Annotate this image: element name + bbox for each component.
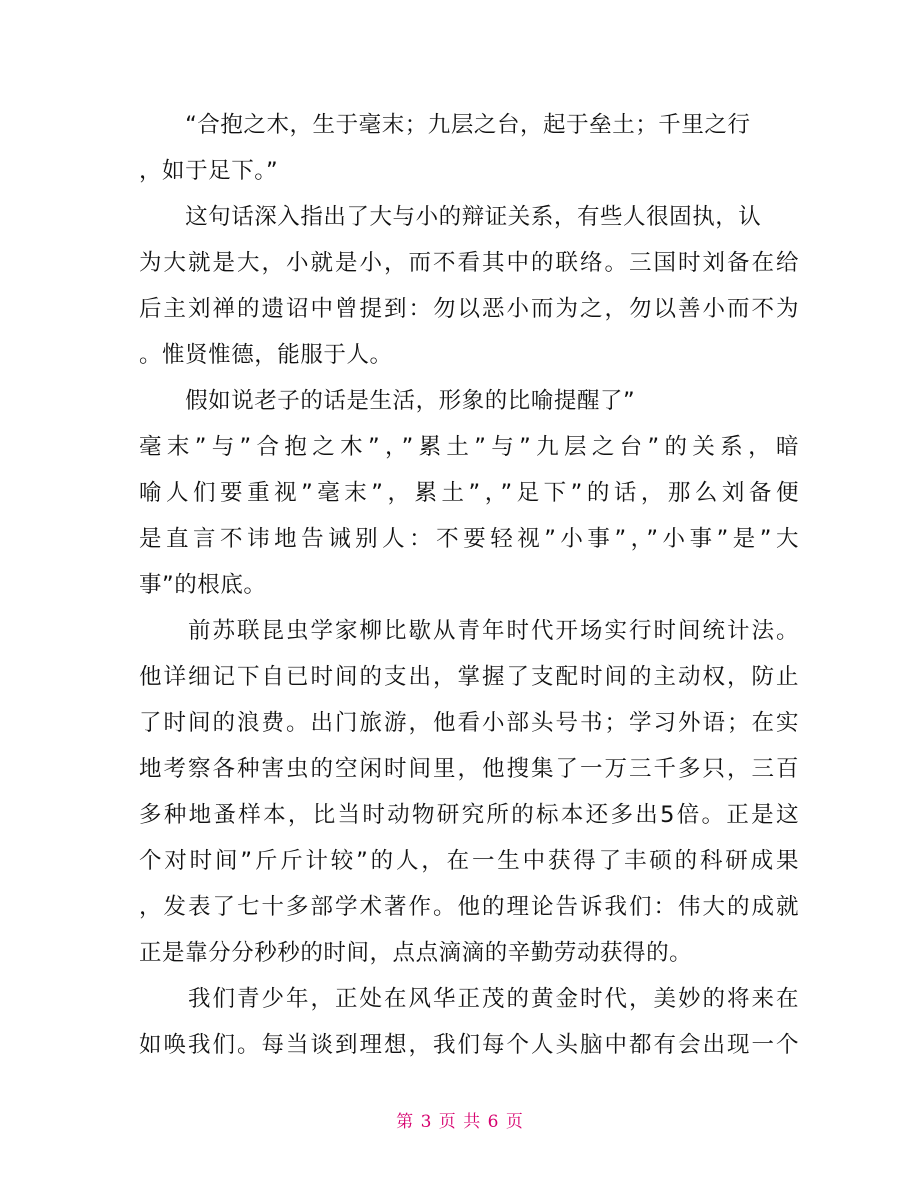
text-line: 了时间的浪费。出门旅游，他看小部头号书；学习外语；在实 <box>139 710 799 736</box>
text-line: 他详细记下自已时间的支出，掌握了支配时间的主动权，防止 <box>139 664 799 690</box>
text-line: ，发表了七十多部学术著作。他的理论告诉我们：伟大的成就 <box>139 894 799 920</box>
text-line: 如唤我们。每当谈到理想，我们每个人头脑中都有会出现一个 <box>139 1032 799 1058</box>
text-line: 是直言不讳地告诫别人：不要轻视”小事”，”小事”是”大 <box>139 526 799 552</box>
text-line: 喻人们要重视”毫末”，累土”，”足下”的话，那么刘备便 <box>139 480 799 506</box>
text-line: 正是靠分分秒秒的时间，点点滴滴的辛勤劳动获得的。 <box>139 940 693 966</box>
text-line: 为大就是大，小就是小，而不看其中的联络。三国时刘备在给 <box>139 250 799 276</box>
page-number-footer: 第 3 页 共 6 页 <box>396 1112 524 1132</box>
text-line: 多种地蚤样本，比当时动物研究所的标本还多出5倍。正是这 <box>139 802 799 828</box>
text-line: 这句话深入指出了大与小的辩证关系，有些人很固执，认 <box>139 204 762 230</box>
text-line: 我们青少年，正处在风华正茂的黄金时代，美妙的将来在 <box>139 986 799 1012</box>
text-line: 毫末”与”合抱之木”，”累土”与”九层之台”的关系，暗 <box>139 434 799 460</box>
text-line: 个对时间”斤斤计较”的人，在一生中获得了丰硕的科研成果 <box>139 848 799 874</box>
text-line: 假如说老子的话是生活，形象的比喻提醒了” <box>139 388 636 414</box>
text-line: 地考察各种害虫的空闲时间里，他搜集了一万三千多只，三百 <box>139 756 799 782</box>
text-line: 事”的根底。 <box>139 572 267 598</box>
text-line: 。惟贤惟德，能服于人。 <box>139 342 393 368</box>
text-line: ，如于足下。” <box>139 158 279 184</box>
text-line: 前苏联昆虫学家柳比歇从青年时代开场实行时间统计法。 <box>139 618 799 644</box>
text-line: 后主刘禅的遗诏中曾提到：勿以恶小而为之，勿以善小而不为 <box>139 296 799 322</box>
text-line: “合抱之木，生于毫末；九层之台，起于垒土；千里之行 <box>139 112 751 138</box>
